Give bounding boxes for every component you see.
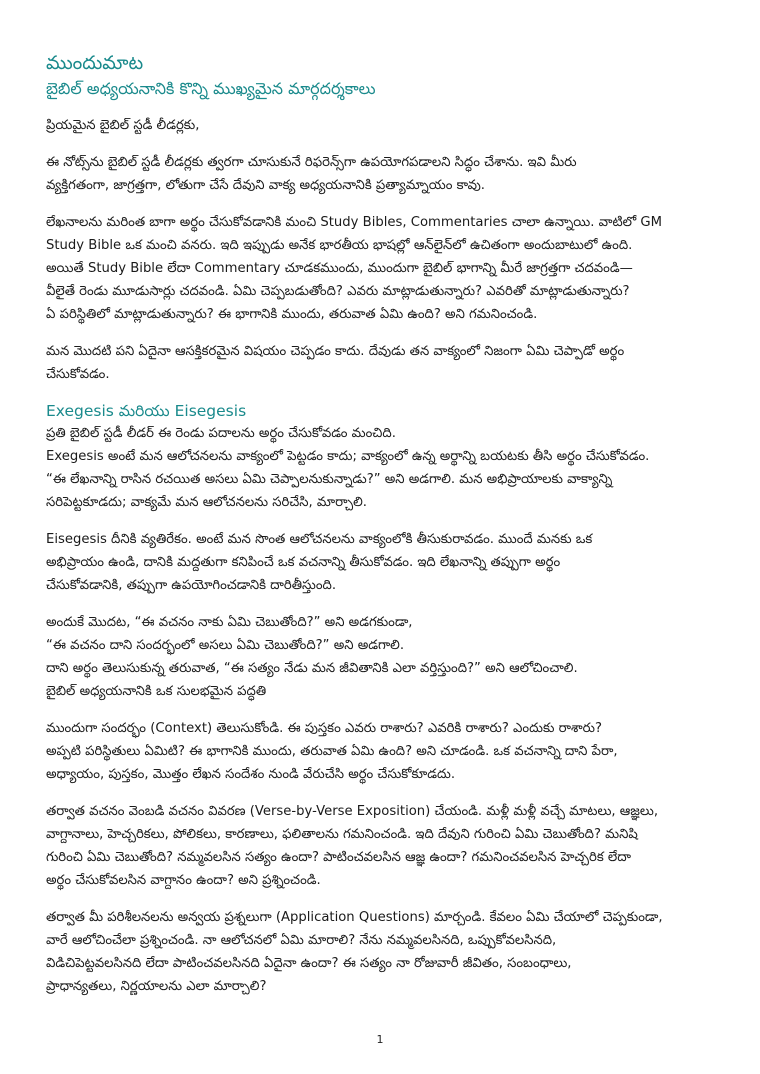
exposition-line: తర్వాత వచనం వెంబడి వచనం వివరణ (Verse-by-Verse Exposition) చేయండి. మళ్లీ మళ్లీ వచ్చే మాటలు, ఆజ్ఞలు, <box>46 804 659 819</box>
context-paragraph <box>46 717 714 786</box>
context-line: అధ్యాయం, పుస్తకం, మొత్తం లేఖన సందేశం నుండి వేరుచేసి అర్థం చేసుకోకూడదు. <box>46 767 456 782</box>
first-task-line: మన మొదటి పని ఏదైనా ఆసక్తికరమైన విషయం చెప్పడం కాదు. దేవుడు తన వాక్యంలో నిజంగా ఏమి చెప్పాడో అర్థం <box>46 344 625 359</box>
page-number: 1 <box>376 1033 384 1046</box>
resources-line: వీలైతే రెండు మూడుసార్లు చదవండి. ఏమి చెప్పబడుతోంది? ఎవరు మాట్లాడుతున్నారు? ఎవరితో మాట్లాడుతున్నారు? <box>46 284 630 299</box>
resources-line: లేఖనాలను మరింత బాగా అర్థం చేసుకోవడానికి మంచి Study Bibles, Commentaries చాలా ఉన్నాయి. వాటిలో GM <box>46 215 663 230</box>
exposition-line: అర్థం చేసుకోవలసిన వాగ్దానం ఉందా? అని ప్రశ్నించండి. <box>46 873 321 888</box>
questions-paragraph <box>46 611 714 703</box>
resources-line: ఏ పరిస్థితిలో మాట్లాడుతున్నారు? ఈ భాగానికి ముందు, తరువాత ఏమి ఉంది? అని గమనించండి. <box>46 307 538 322</box>
intro-line: ఈ నోట్స్‌ను బైబిల్ స్టడీ లీడర్లకు త్వరగా చూసుకునే రిఫరెన్స్‌గా ఉపయోగపడాలని సిద్ధం చేశాను. ఇవి మీరు <box>46 155 577 170</box>
exposition-line: వాగ్దానాలు, హెచ్చరికలు, పోలికలు, కారణాలు, ఫలితాలను గమనించండి. ఇది దేవుని గురించి ఏమి చెబుతోంది? మనిషి <box>46 827 638 842</box>
questions-line: అందుకే మొదట, “ఈ వచనం నాకు ఏమి చెబుతోంది?” అని అడగకుండా, <box>46 615 413 630</box>
greeting-paragraph <box>46 114 714 137</box>
document-subtitle: బైబిల్ అధ్యయనానికి కొన్ని ముఖ్యమైన మార్గదర్శకాలు <box>46 79 376 98</box>
eisegesis-line: అభిప్రాయం ఉండి, దానికి మద్దతుగా కనిపించే ఒక వచనాన్ని తీసుకోవడం. ఇది లేఖనాన్ని తప్పుగా అర్థం <box>46 555 561 570</box>
intro-paragraph <box>46 151 714 197</box>
exposition-line: గురించి ఏమి చెబుతోంది? నమ్మవలసిన సత్యం ఉందా? పాటించవలసిన ఆజ్ఞ ఉందా? గమనించవలసిన హెచ్చరిక లేదా <box>46 850 631 865</box>
first-task-line: చేసుకోవడం. <box>46 367 110 382</box>
eisegesis-paragraph <box>46 528 714 597</box>
questions-line: బైబిల్ అధ్యయనానికి ఒక సులభమైన పద్ధతి <box>46 684 267 699</box>
intro-line: వ్యక్తిగతంగా, జాగ్రత్తగా, లోతుగా చేసే దేవుని వాక్య అధ్యయనానికి ప్రత్యామ్నాయం కావు. <box>46 178 485 193</box>
section-heading: Exegesis మరియు Eisegesis <box>46 402 247 420</box>
application-line: వారే ఆలోచించేలా ప్రశ్నించండి. నా ఆలోచనలో ఏమి మారాలి? నేను నమ్మవలసినది, ఒప్పుకోవలసినది, <box>46 933 557 948</box>
exegesis-line: ప్రతి బైబిల్ స్టడీ లీడర్ ఈ రెండు పదాలను అర్థం చేసుకోవడం మంచిది. <box>46 426 396 441</box>
application-line: ప్రాధాన్యతలు, నిర్ణయాలను ఎలా మార్చాలి? <box>46 979 267 994</box>
resources-paragraph <box>46 211 714 326</box>
document-title: ముందుమాట <box>46 52 144 74</box>
resources-line: అయితే Study Bible లేదా Commentary చూడకముందు, ముందుగా బైబిల్ భాగాన్ని మీరే జాగ్రత్తగా చదవండి— <box>46 261 633 276</box>
greeting-line: ప్రియమైన బైబిల్ స్టడీ లీడర్లకు, <box>46 118 200 133</box>
exegesis-paragraph <box>46 422 714 514</box>
resources-line: Study Bible ఒక మంచి వనరు. ఇది ఇప్పుడు అనేక భారతీయ భాషల్లో ఆన్‌లైన్‌లో ఉచితంగా అందుబాటులో ఉంది. <box>46 238 633 253</box>
first-task-paragraph <box>46 340 714 386</box>
exegesis-line: “ఈ లేఖనాన్ని రాసిన రచయిత అసలు ఏమి చెప్పాలనుకున్నాడు?” అని అడగాలి. మన అభిప్రాయాలకు వాక్యాన్ని <box>46 472 613 487</box>
questions-line: దాని అర్థం తెలుసుకున్న తరువాత, “ఈ సత్యం నేడు మన జీవితానికి ఎలా వర్తిస్తుంది?” అని ఆలోచించాలి. <box>46 661 578 676</box>
exegesis-line: సరిపెట్టకూడదు; వాక్యమే మన ఆలోచనలను సరిచేసి, మార్చాలి. <box>46 495 367 510</box>
exegesis-line: Exegesis అంటే మన ఆలోచనలను వాక్యంలో పెట్టడం కాదు; వాక్యంలో ఉన్న అర్థాన్ని బయటకు తీసి అర్థం చేసుకోవడం. <box>46 449 650 464</box>
exposition-paragraph <box>46 800 714 892</box>
questions-line: “ఈ వచనం దాని సందర్భంలో అసలు ఏమి చెబుతోంది?” అని అడగాలి. <box>46 638 405 653</box>
context-line: అప్పటి పరిస్థితులు ఏమిటి? ఈ భాగానికి ముందు, తరువాత ఏమి ఉంది? అని చూడండి. ఒక వచనాన్ని దాని పేరా, <box>46 744 618 759</box>
application-line: తర్వాత మీ పరిశీలనలను అన్వయ ప్రశ్నలుగా (Application Questions) మార్చండి. కేవలం ఏమి చేయాలో చెప్పకుండా, <box>46 910 663 925</box>
context-line: ముందుగా సందర్భం (Context) తెలుసుకోండి. ఈ పుస్తకం ఎవరు రాశారు? ఎవరికి రాశారు? ఎందుకు రాశారు? <box>46 721 602 736</box>
eisegesis-line: Eisegesis దీనికి వ్యతిరేకం. అంటే మన సొంత ఆలోచనలను వాక్యంలోకి తీసుకురావడం. ముందే మనకు ఒక <box>46 532 593 547</box>
application-paragraph <box>46 906 714 998</box>
application-line: విడిచిపెట్టవలసినది లేదా పాటించవలసినది ఏదైనా ఉందా? ఈ సత్యం నా రోజువారీ జీవితం, సంబంధాలు, <box>46 956 572 971</box>
eisegesis-line: చేసుకోవడానికి, తప్పుగా ఉపయోగించడానికి దారితీస్తుంది. <box>46 578 337 593</box>
